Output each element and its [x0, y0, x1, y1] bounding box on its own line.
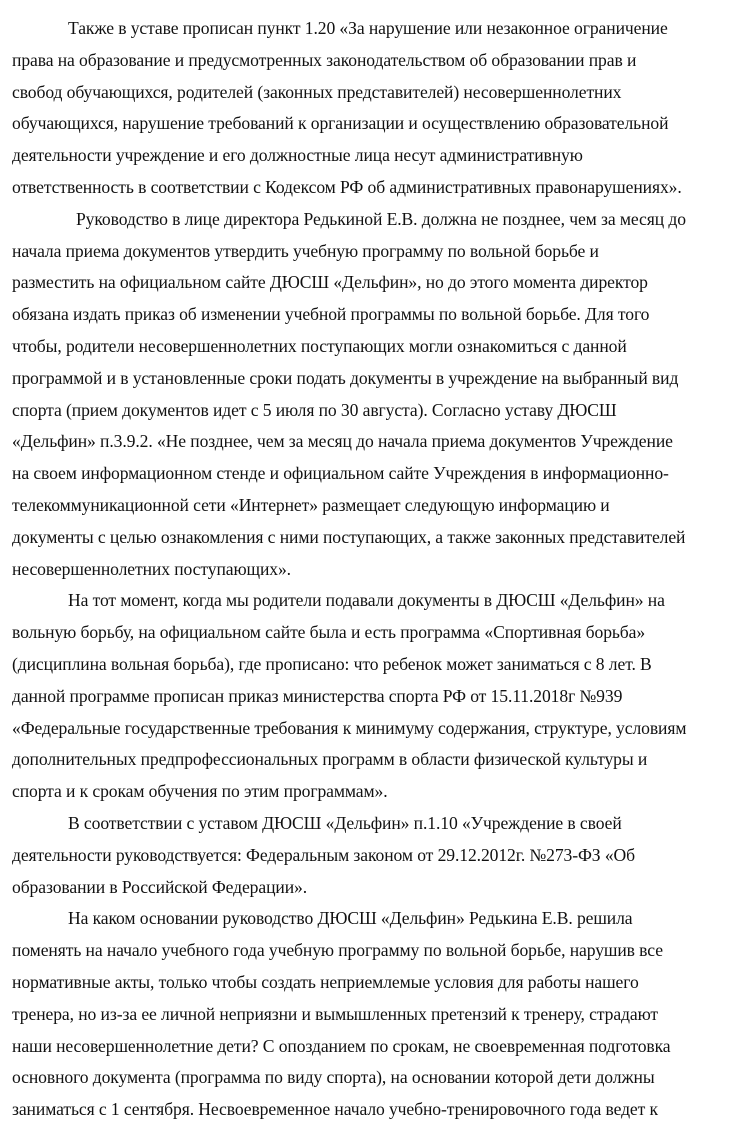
- text-line: На тот момент, когда мы родители подавали документы в ДЮСШ «Дельфин» на: [68, 590, 665, 611]
- text-line: поменять на начало учебного года учебную программу по вольной борьбе, нарушив все: [12, 940, 663, 961]
- text-line: Также в уставе прописан пункт 1.20 «За нарушение или незаконное ограничение: [68, 18, 668, 38]
- text-line: спорта и к срокам обучения по этим программам».: [12, 781, 388, 802]
- text-line: тренера, но из-за ее личной неприязни и вымышленных претензий к тренеру, страдают: [12, 1003, 658, 1024]
- text-line: основного документа (программа по виду спорта), на основании которой дети должны: [12, 1067, 655, 1088]
- text-line: программой и в установленные сроки подать документы в учреждение на выбранный вид: [12, 367, 679, 388]
- text-line: права на образование и предусмотренных законодательством об образовании прав и: [12, 49, 637, 70]
- text-line: чтобы, родители несовершеннолетних поступающих могли ознакомиться с данной: [12, 336, 627, 356]
- text-line: На каком основании руководство ДЮСШ «Дельфин» Редькина Е.В. решила: [68, 908, 633, 929]
- text-line: спорта (прием документов идет с 5 июля по 30 августа). Согласно уставу ДЮСШ: [12, 399, 617, 420]
- text-line: наши несовершеннолетние дети? С опозданием по срокам, не своевременная подготовка: [12, 1035, 671, 1056]
- text-line: деятельности руководствуется: Федеральным законом от 29.12.2012г. №273-ФЗ «Об: [12, 844, 635, 865]
- text-line: дополнительных предпрофессиональных программ в области физической культуры и: [12, 749, 648, 770]
- text-line: «Федеральные государственные требования к минимуму содержания, структуре, условиям: [12, 717, 687, 738]
- text-line: Руководство в лице директора Редькиной Е.В. должна не позднее, чем за месяц до: [76, 208, 686, 229]
- text-line: документы с целью ознакомления с ними поступающих, а также законных представителей: [12, 526, 686, 547]
- text-line: вольную борьбу, на официальном сайте была и есть программа «Спортивная борьба»: [12, 622, 646, 643]
- text-line: (дисциплина вольная борьба), где прописано: что ребенок может заниматься с 8 лет. В: [12, 654, 652, 674]
- text-line: В соответствии с уставом ДЮСШ «Дельфин» п.1.10 «Учреждение в своей: [68, 813, 622, 833]
- text-line: несовершеннолетних поступающих».: [12, 558, 291, 579]
- text-line: нормативные акты, только чтобы создать неприемлемые условия для работы нашего: [12, 972, 639, 992]
- text-line: телекоммуникационной сети «Интернет» размещает следующую информацию и: [12, 495, 610, 515]
- text-line: деятельности учреждение и его должностные лица несут административную: [12, 145, 583, 166]
- text-line: начала приема документов утвердить учебную программу по вольной борьбе и: [12, 240, 599, 261]
- text-line: обучающихся, нарушение требований к организации и осуществлению образовательной: [12, 113, 669, 134]
- text-line: на своем информационном стенде и официальном сайте Учреждения в информационно-: [12, 463, 669, 484]
- text-line: заниматься с 1 сентября. Несвоевременное начало учебно-тренировочного года ведет к: [12, 1099, 658, 1120]
- text-line: ответственность в соответствии с Кодексом РФ об административных правонарушениях».: [12, 177, 682, 197]
- text-line: данной программе прописан приказ министерства спорта РФ от 15.11.2018г №939: [12, 685, 623, 706]
- text-line: «Дельфин» п.3.9.2. «Не позднее, чем за месяц до начала приема документов Учреждение: [12, 431, 673, 452]
- text-line: свобод обучающихся, родителей (законных представителей) несовершеннолетних: [12, 81, 622, 102]
- text-line: обязана издать приказ об изменении учебной программы по вольной борьбе. Для того: [12, 304, 650, 325]
- text-line: образовании в Российской Федерации».: [12, 876, 308, 897]
- text-line: разместить на официальном сайте ДЮСШ «Дельфин», но до этого момента директор: [12, 272, 648, 293]
